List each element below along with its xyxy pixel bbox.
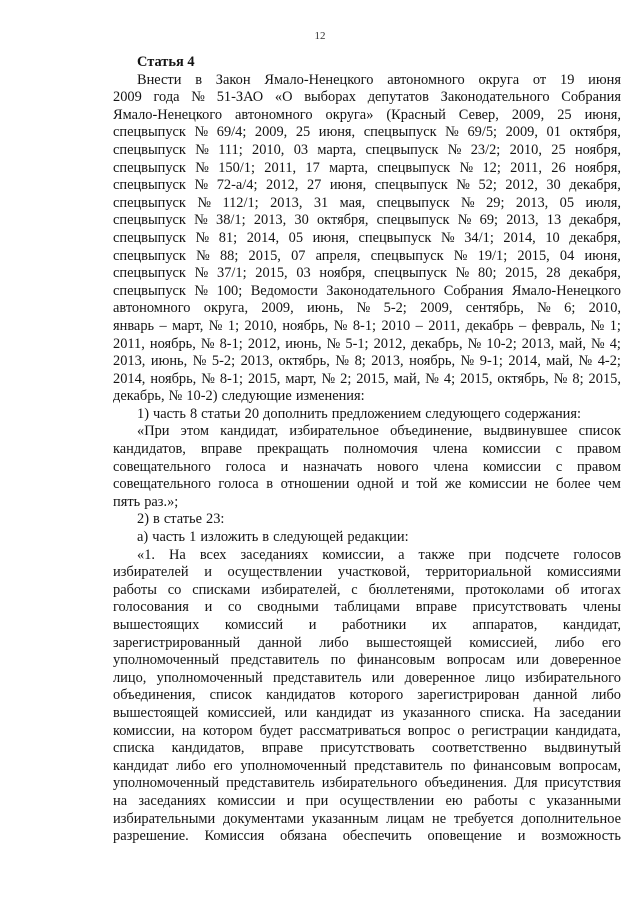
text-line: 2009 года № 51-ЗАО «О выборах депутатов Законодательного Собрания [113, 89, 621, 106]
text-line: спецвыпуск № 37/1; 2015, 03 ноября, спецвыпуск № 80; 2015, 28 декабря, [113, 265, 621, 282]
text-line: 1) часть 8 статьи 20 дополнить предложением следующего содержания: [137, 405, 581, 422]
text-line: 2013, июнь, № 5-2; 2013, октябрь, № 8; 2013, ноябрь, № 9-1; 2014, май, № 4-2; [113, 353, 621, 370]
text-line: разрешение. Комиссия обязана обеспечить оповещение и возможность [113, 828, 621, 845]
text-line: комиссии, на котором будет рассматриваться вопрос о регистрации кандидата, [113, 722, 621, 739]
page-number: 12 [314, 30, 326, 42]
text-line: 2011, ноябрь, № 8-1; 2012, июнь, № 5-1; 2012, декабрь, № 10-2; 2013, май, № 4; [113, 335, 621, 352]
text-line: автономного округа, 2009, июнь, № 5-2; 2009, сентябрь, № 6; 2010, [113, 300, 621, 317]
text-line: спецвыпуск № 150/1; 2011, 17 марта, спецвыпуск № 12; 2011, 26 ноября, [113, 159, 621, 176]
text-line: декабрь, № 10-2) следующие изменения: [113, 388, 365, 405]
text-line: спецвыпуск № 112/1; 2013, 31 мая, спецвыпуск № 29; 2013, 05 июля, [113, 194, 621, 211]
text-line: 2) в статье 23: [137, 511, 225, 528]
text-line: вышестоящих комиссий и работники их аппаратов, кандидат, [113, 617, 621, 633]
text-line: лицо, уполномоченный представитель или доверенное лицо избирательного [113, 669, 621, 686]
text-line: на заседаниях комиссии и при осуществлении ею работы с указанными [113, 792, 621, 809]
article-heading: Статья 4 [137, 54, 195, 70]
text-line: объединения, список кандидатов которого зарегистрирован данной либо [113, 687, 621, 704]
text-line: спецвыпуск № 100; Ведомости Законодательного Собрания Ямало-Ненецкого [113, 282, 621, 299]
text-line: уполномоченный представитель по финансовым вопросам или доверенное [113, 652, 621, 669]
text-line: уполномоченный представитель избирательного объединения. Для присутствия [113, 775, 621, 792]
text-line: а) часть 1 изложить в следующей редакции: [137, 529, 409, 546]
text-line: спецвыпуск № 38/1; 2013, 30 октября, спецвыпуск № 69; 2013, 13 декабря, [113, 212, 621, 229]
text-line: зарегистрированный данной либо вышестоящей комиссией, либо его [113, 634, 621, 651]
text-line: избирательными документами указанным лицам не требуется дополнительное [113, 810, 621, 827]
text-line: избирателей и осуществлении участковой, территориальной комиссиями [113, 564, 621, 581]
text-line: работы со списками избирателей, с бюллетенями, протоколами об итогах [113, 581, 621, 598]
text-line: спецвыпуск № 81; 2014, 05 июня, спецвыпуск № 34/1; 2014, 10 декабря, [113, 229, 621, 246]
text-line: Внести в Закон Ямало-Ненецкого автономного округа от 19 июня [137, 71, 621, 88]
text-line: вышестоящей комиссией, или кандидат из указанного списка. На заседании [113, 704, 621, 721]
text-lines [113, 72, 621, 846]
text-line: спецвыпуск № 69/4; 2009, 25 июня, спецвыпуск № 69/5; 2009, 01 октября, [113, 124, 621, 141]
text-line: 2014, ноябрь, № 8-1; 2015, март, № 2; 2015, май, № 4; 2015, октябрь, № 8; 2015, [113, 370, 621, 387]
text-line: списка кандидатов, вправе присутствовать соответственно выдвинутый [113, 740, 621, 757]
text-line: спецвыпуск № 88; 2015, 07 апреля, спецвыпуск № 19/1; 2015, 04 июня, [113, 247, 621, 264]
document-body [113, 54, 621, 846]
text-line: спецвыпуск № 72-а/4; 2012, 27 июня, спецвыпуск № 52; 2012, 30 декабря, [113, 177, 621, 194]
text-line: «При этом кандидат, избирательное объединение, выдвинувшее список [137, 423, 621, 440]
text-line: спецвыпуск № 111; 2010, 03 марта, спецвыпуск № 23/2; 2010, 25 ноября, [113, 141, 621, 158]
text-line: кандидатов, вправе прекращать полномочия члена комиссии с правом [113, 441, 621, 458]
text-line: «1. На всех заседаниях комиссии, а также при подсчете голосов [137, 546, 621, 563]
text-line: кандидат либо его уполномоченный представитель по финансовым вопросам, [113, 757, 621, 774]
text-line: голосования и со сводными таблицами вправе присутствовать члены [113, 599, 621, 616]
text-line: пять раз.»; [113, 493, 179, 510]
text-line: Ямало-Ненецкого автономного округа» (Красный Север, 2009, 25 июня, [113, 106, 621, 123]
text-line: совещательного голоса и назначать нового члена комиссии с правом [113, 458, 621, 475]
text-line: совещательного голоса в отношении одной и той же комиссии не более чем [113, 476, 621, 493]
text-line: январь – март, № 1; 2010, ноябрь, № 8-1; 2010 – 2011, декабрь – февраль, № 1; [113, 317, 621, 334]
